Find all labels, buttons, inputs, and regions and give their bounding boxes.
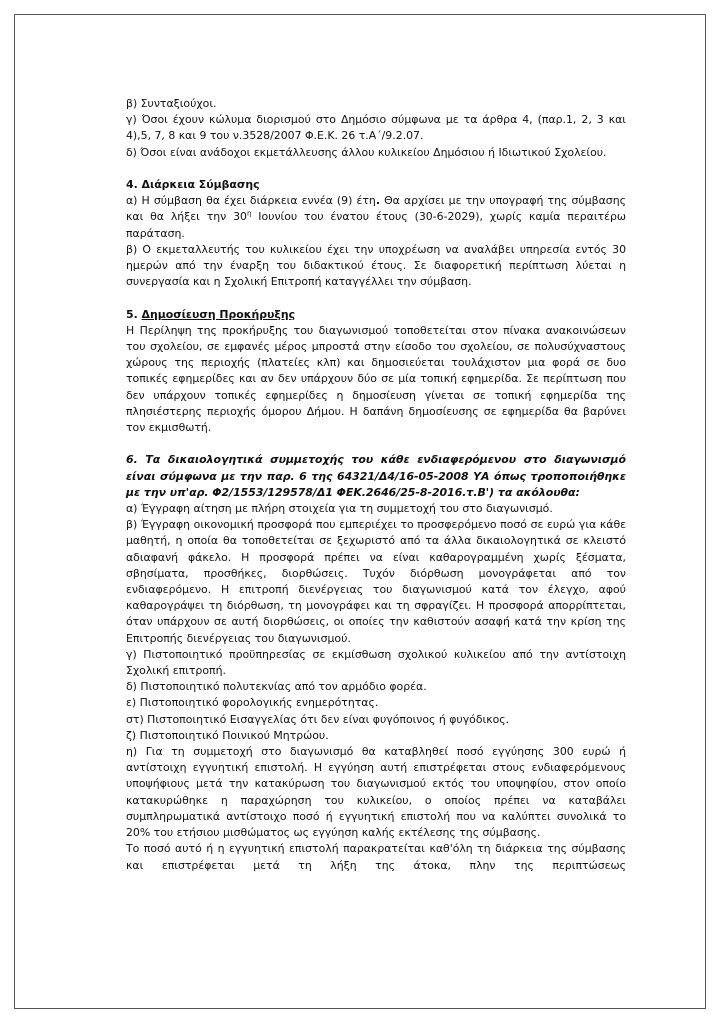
s3-item-b: β) Συνταξιούχοι. bbox=[126, 97, 217, 110]
s6-item-f: στ) Πιστοποιητικό Εισαγγελίας ότι δεν είναι φυγόποινος ή φυγόδικος. bbox=[126, 712, 510, 726]
s6-item-g: ζ) Πιστοποιητικό Ποινικού Μητρώου. bbox=[126, 728, 329, 742]
document-body bbox=[126, 96, 626, 874]
s4-a-superscript: η bbox=[246, 209, 252, 218]
s6-item-a: α) Έγγραφη αίτηση με πλήρη στοιχεία για τη συμμετοχή του στο διαγωνισμό. bbox=[126, 502, 553, 516]
s4-paragraph-b: β) Ο εκμεταλλευτής του κυλικείου έχει την υποχρέωση να αναλάβει υπηρεσία εντός 30 ημερών από την έναρξη του διδακτικού έτους. Σε διαφορετική περίπτωση λύεται η συνεργασία και η Σχολική Επιτροπή καταγγέλλει την σύμβαση. bbox=[126, 242, 626, 289]
s6-item-h: η) Για τη συμμετοχή στο διαγωνισμό θα καταβληθεί ποσό εγγύησης 300 ευρώ ή αντίστοιχη εγγυητική επιστολή. Η εγγύηση αυτή επιστρέφεται στους ενδιαφερόμενους υποψήφιους μετά την κατακύρωση του διαγωνισμού εκτός του υποψηφίου, στον οποίο κατακυρώθηκε η παραχώρηση του κυλικείου, ο οποίος πρέπει να καταβάλει συμπληρωματικά αντίστοιχο ποσό ή εγγυητική επιστολή που να καλύπτει συνολικά το 20% του ετήσιου μισθώματος ως εγγύηση καλής εκτέλεσης της σύμβασης. bbox=[126, 745, 626, 840]
s3-item-c: γ) Όσοι έχουν κώλυμα διορισμού στο Δημόσιο σύμφωνα με τα άρθρα 4, (παρ.1, 2, 3 και 4),5, 7, 8 και 9 του ν.3528/2007 Φ.Ε.Κ. 26 τ.Α΄/9.2.07. bbox=[126, 113, 626, 143]
section-4-title: Διάρκεια Σύμβασης bbox=[141, 178, 260, 191]
document-page bbox=[14, 14, 706, 1009]
section-5-title: Δημοσίευση Προκήρυξης bbox=[141, 307, 296, 321]
s4-a-start: Θα αρχίσει με την υπογραφή της σύμβασης και θα λήξει την 30 bbox=[126, 194, 626, 224]
s6-item-b: β) Έγγραφη οικονομική προσφορά που εμπεριέχει το προσφερόμενο ποσό σε ευρώ για κάθε μαθητή, η οποία θα τοποθετείται σε ξεχωριστό από τα άλλα δικαιολογητικά σε κλειστό αδιαφανή φάκελο. Η προσφορά πρέπει να είναι καθαρογραμμένη χωρίς ξέσματα, σβησίματα, προσθήκες, διορθώσεις. Τυχόν διόρθωση μονογράφεται από τον ενδιαφερόμενο. Η επιτροπή διενέργειας του διαγωνισμού κατά τον έλεγχο, αφού καθαρογράψει τη διόρθωση, τη μονογράφει και τη σφραγίζει. Η προσφορά απορρίπτεται, όταν υπάρχουν σε αυτή διορθώσεις, οι οποίες την καθιστούν ασαφή κατά την κρίση της Επιτροπής διενέργειας του διαγωνισμού. bbox=[126, 518, 626, 645]
s6-item-d: δ) Πιστοποιητικό πολυτεκνίας από τον αρμόδιο φορέα. bbox=[126, 680, 427, 694]
s4-a-end: Ιουνίου του ένατου έτους (30-6-2029), χωρίς καμία περαιτέρω παράταση. bbox=[126, 210, 626, 240]
section-5-heading bbox=[126, 307, 626, 323]
s4-a-duration: α) Η σύμβαση θα έχει διάρκεια εννέα (9) έτη bbox=[126, 194, 376, 208]
section-4-heading bbox=[126, 177, 626, 193]
s5-body: Η Περίληψη της προκήρυξης του διαγωνισμού τοποθετείται στον πίνακα ανακοινώσεων του σχολείου, σε εμφανές μέρος μπροστά στην είσοδο του σχολείου, σε πολυσύχναστους χώρους της περιοχής (πλατείες κλπ) και δημοσιεύεται τουλάχιστον μια φορά σε δυο τοπικές εφημερίδες και αν δεν υπάρχουν δύο σε μία τοπική εφημερίδα. Σε περίπτωση που δεν υπάρχουν τοπικές εφημερίδες η δημοσίευση γίνεται σε τοπική εφημερίδα της πλησιέστερης περιοχής όμορου Δήμου. Η δαπάνη δημοσίευσης σε εφημερίδα θα βαρύνει τον εκμισθωτή. bbox=[126, 323, 626, 435]
section-4-number: 4. bbox=[126, 178, 138, 191]
section-5-number: 5. bbox=[126, 307, 138, 321]
s6-closing: Το ποσό αυτό ή η εγγυητική επιστολή παρακρατείται καθ'όλη τη διάρκεια της σύμβασης και επιστρέφεται μετά τη λήξη της άτοκα, πλην της περιπτώσεως bbox=[126, 842, 626, 872]
section-6-heading: 6. Τα δικαιολογητικά συμμετοχής του κάθε ενδιαφερόμενου στο διαγωνισμό είναι σύμφωνα με την παρ. 6 της 64321/Δ4/16-05-2008 ΥΑ όπως τροποποιήθηκε με την υπ'αρ. Φ2/1553/129578/Δ1 ΦΕΚ.2646/25-8-2016.τ.Β') τα ακόλουθα: bbox=[126, 453, 626, 499]
s6-item-c: γ) Πιστοποιητικό προϋπηρεσίας σε εκμίσθωση σχολικού κυλικείου από την αντίστοιχη Σχολική επιτροπή. bbox=[126, 647, 626, 678]
s3-item-d: δ) Όσοι είναι ανάδοχοι εκμετάλλευσης άλλου κυλικείου Δημόσιου ή Ιδιωτικού Σχολείου. bbox=[126, 145, 607, 159]
s6-item-e: ε) Πιστοποιητικό φορολογικής ενημερότητας. bbox=[126, 696, 379, 710]
s4-paragraph-a bbox=[126, 193, 626, 242]
s4-a-dot: . bbox=[375, 194, 380, 208]
